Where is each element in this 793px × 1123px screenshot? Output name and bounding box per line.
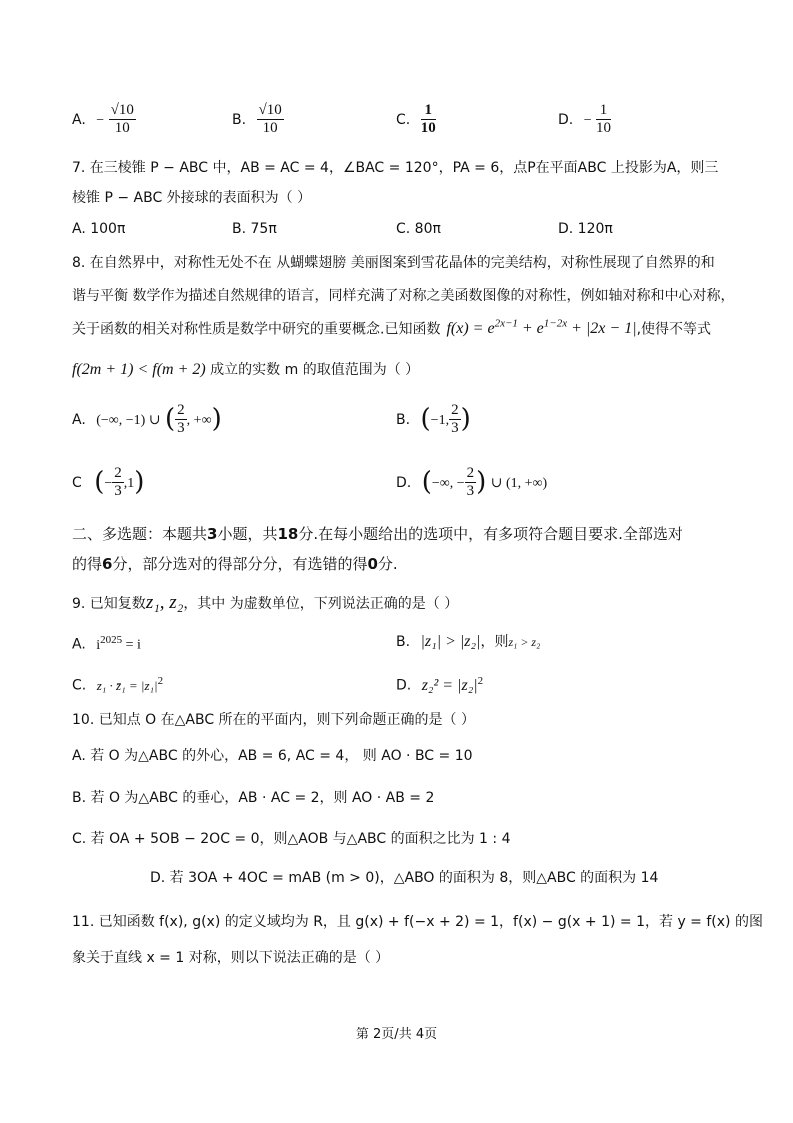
q7-option-b: B. 75π bbox=[232, 221, 277, 237]
q8-option-c: C (− $\frac{2}{3}$ ,1) bbox=[72, 465, 145, 500]
q6-option-d: D. − $\frac{1}{10}$ bbox=[558, 102, 612, 137]
q10-stem: 10. 已知点 O 在△ABC 所在的平面内，则下列命题正确的是（ ） bbox=[72, 712, 476, 728]
q9-option-c: C. z₁ · z̄₁ = $|z_1|^2$ bbox=[72, 675, 164, 694]
q8-option-b: B. (−1, $\frac{2}{3}$ ) bbox=[396, 402, 471, 437]
q8-line2: 谐与平衡 数学作为描述自然规律的语言，同样充满了对称之美函数图像的对称性，例如轴对称和中心对称， bbox=[72, 288, 735, 304]
q9-option-d: D. $z_2^2 = |z_2|^2$ bbox=[396, 675, 484, 694]
q11-line1: 11. 已知函数 f(x), g(x) 的定义域均为 R，且 g(x) + f(−x + 2) = 1，f(x) − g(x + 1) = 1，若 y = f(x) 的图 bbox=[72, 914, 763, 930]
q6-option-c: C. $\frac{1}{10}$ bbox=[396, 102, 436, 137]
q10-option-d: D. 若 3OA + 4OC = mAB (m > 0)，△ABO 的面积为 8，则△ABC 的面积为 14 bbox=[150, 870, 659, 886]
q8-line4: f(2m + 1) < f(m + 2) 成立的实数 m 的取值范围为（ ） bbox=[72, 361, 420, 378]
q7-option-c: C. 80π bbox=[396, 221, 441, 237]
q7-option-a: A. 100π bbox=[72, 221, 126, 237]
q7-line1: 7. 在三棱锥 P − ABC 中，AB = AC = 4，∠BAC = 120°，PA = 6，点P在平面ABC 上投影为A，则三 bbox=[72, 160, 719, 176]
q9-option-b: B. |z₁| > |z₂|，则z₁ > z₂ bbox=[396, 633, 541, 650]
q8-option-a: A. (−∞, −1) ∪ ( $\frac{2}{3}$ , +∞) bbox=[72, 402, 222, 437]
section-2-scoring: 的得6分，部分选对的得部分分，有选错的得0分. bbox=[72, 555, 398, 573]
q8-option-d: D. (−∞, − $\frac{2}{3}$ ) ∪ (1, +∞) bbox=[396, 465, 548, 500]
page-number: 第 2页/共 4页 bbox=[355, 1027, 438, 1042]
q10-option-c: C. 若 OA + 5OB − 2OC = 0，则△AOB 与△ABC 的面积之比为 1 : 4 bbox=[72, 831, 511, 847]
q9-option-a: A. $i^{2025} = i$ bbox=[72, 634, 141, 653]
q7-line2: 棱锥 P − ABC 外接球的表面积为（ ） bbox=[72, 190, 312, 206]
q8-line3: 关于函数的相关对称性质是数学中研究的重要概念.已知函数 $f(x) = e^{2x-1} + e^{1-2x} + |2x - 1|$,使得不等式 bbox=[72, 318, 712, 338]
q8-line1: 8. 在自然界中，对称性无处不在 从蝴蝶翅膀 美丽图案到雪花晶体的完美结构，对称性展现了自然界的和 bbox=[72, 255, 715, 271]
q6-option-b: B. $\frac{√10}{10}$ bbox=[232, 102, 282, 137]
section-2-heading: 二、多选题：本题共3小题，共18分.在每小题给出的选项中，有多项符合题目要求.全部选对 bbox=[72, 525, 683, 543]
q11-line2: 象关于直线 x = 1 对称，则以下说法正确的是（ ） bbox=[72, 950, 390, 966]
q9-stem: 9. 已知复数z₁, z₂，其中 为虚数单位，下列说法正确的是（ ） bbox=[72, 592, 459, 613]
q10-option-a: A. 若 O 为△ABC 的外心，AB = 6, AC = 4， 则 AO · BC = 10 bbox=[72, 748, 473, 764]
q7-option-d: D. 120π bbox=[558, 221, 613, 237]
q6-option-a: A. − $\frac{√10}{10}$ bbox=[72, 102, 134, 137]
q10-option-b: B. 若 O 为△ABC 的垂心，AB · AC = 2，则 AO · AB = 2 bbox=[72, 790, 435, 806]
